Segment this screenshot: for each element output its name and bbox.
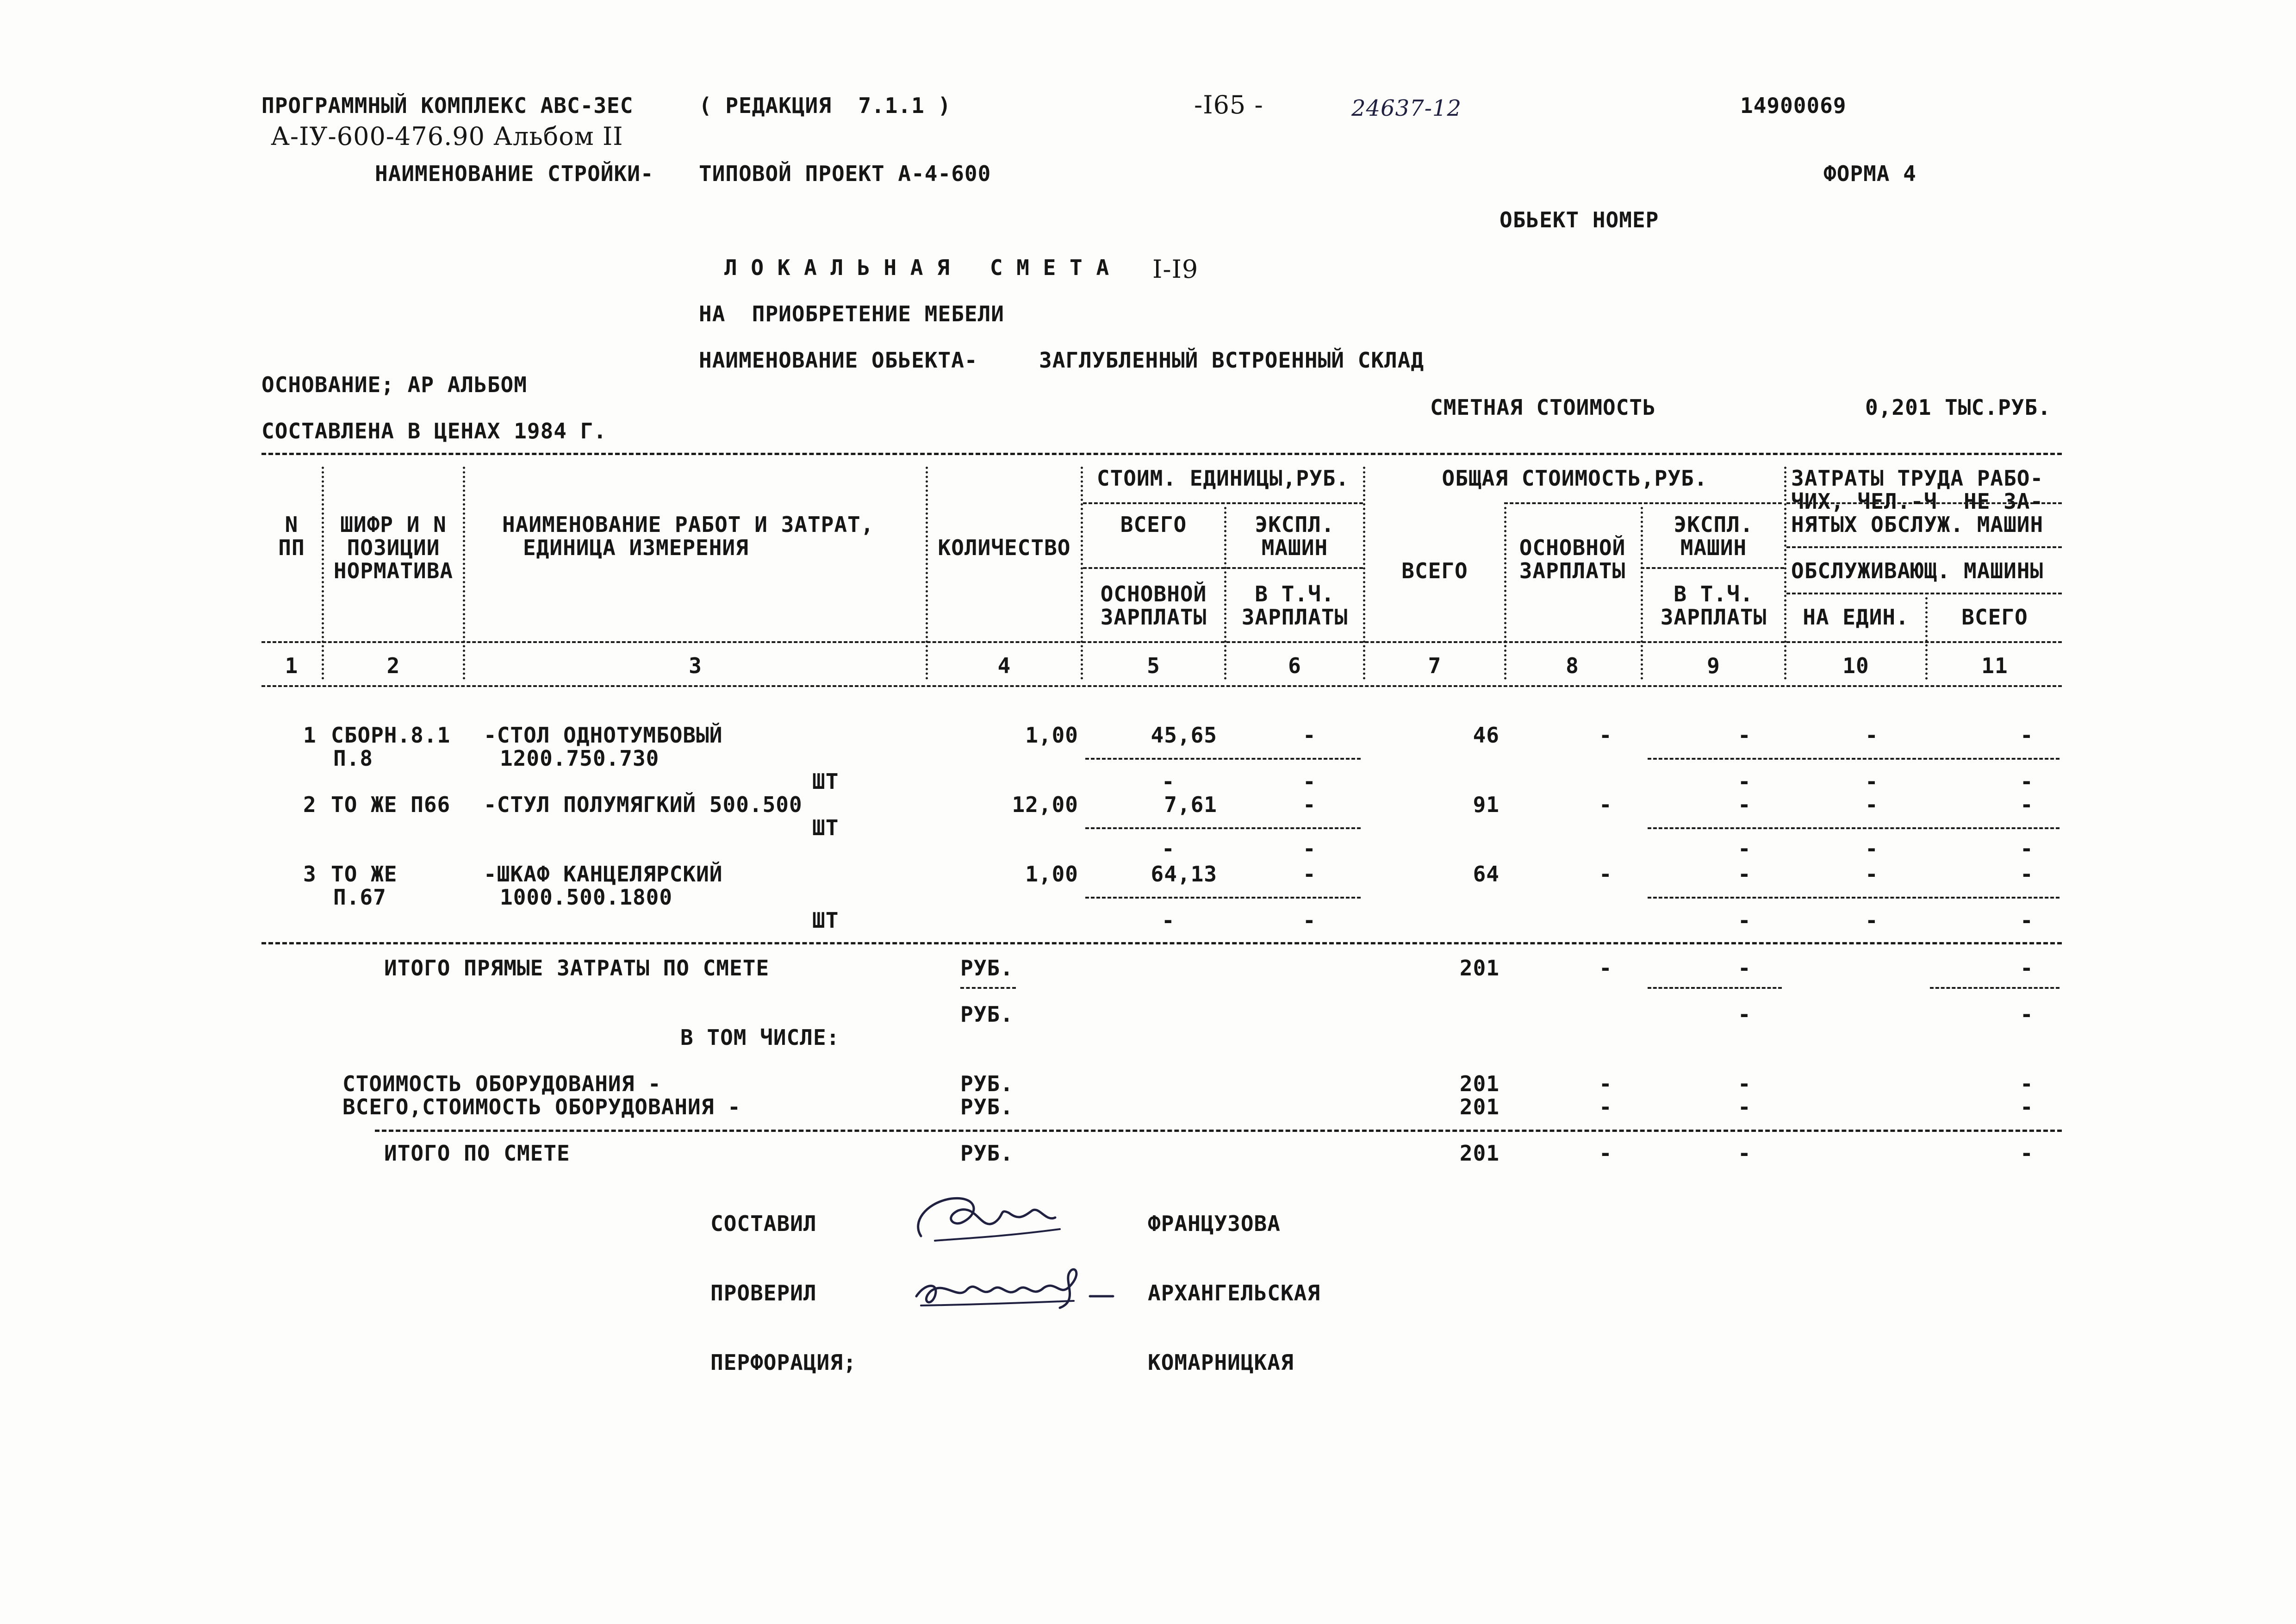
handwritten-code: 24637-12 xyxy=(1351,95,1462,121)
dash: - xyxy=(1865,723,1879,748)
col-sep xyxy=(926,467,928,680)
currency: РУБ. xyxy=(960,1071,1014,1096)
header-unit-expl-2: МАШИН xyxy=(1261,535,1328,560)
construction-label: НАИМЕНОВАНИЕ СТРОЙКИ- xyxy=(375,161,654,186)
basis: ОСНОВАНИЕ; АР АЛЬБОМ xyxy=(261,372,527,397)
dash: - xyxy=(2020,908,2034,933)
header-col2-line3: НОРМАТИВА xyxy=(333,558,454,583)
document-title: Л О К А Л Ь Н А Я С М Е Т А xyxy=(724,255,1110,280)
table-row-unit: ШТ xyxy=(812,815,839,840)
header-col2-line1: ШИФР И N xyxy=(340,512,447,537)
unit-cost-rule xyxy=(1083,502,1363,504)
header-col1-line2: ПП xyxy=(278,535,305,560)
composed-name: ФРАНЦУЗОВА xyxy=(1148,1211,1281,1236)
header-unit-zarpl-1: ОСНОВНОЙ xyxy=(1100,581,1207,606)
equipment-value: 201 xyxy=(1459,1071,1500,1096)
currency: РУБ. xyxy=(960,1141,1014,1166)
header-labor-2: ЧИХ, ЧЕЛ.-Ч НЕ ЗА- xyxy=(1791,489,2044,514)
dash: - xyxy=(2020,792,2034,817)
col-sep xyxy=(1641,507,1643,680)
object-label: НАИМЕНОВАНИЕ ОБЬЕКТА- xyxy=(699,348,978,373)
dash: - xyxy=(1162,836,1175,861)
header-unit-vsego: ВСЕГО xyxy=(1120,512,1187,537)
table-row-name: -СТОЛ ОДНОТУМБОВЫЙ xyxy=(484,723,723,748)
col-sep xyxy=(463,467,465,680)
dash: - xyxy=(2020,1002,2034,1027)
document-title-number: I-I9 xyxy=(1152,255,1199,284)
dash: - xyxy=(1865,792,1879,817)
labor-mid-rule-1 xyxy=(1786,546,2062,548)
total-cost-rule xyxy=(1504,502,1782,504)
header-col4: КОЛИЧЕСТВО xyxy=(938,535,1071,560)
header-unit-zarpl-2: ЗАРПЛАТЫ xyxy=(1100,605,1207,630)
table-row-number: 2 xyxy=(303,792,317,817)
dash: - xyxy=(1303,908,1316,933)
table-header-rule xyxy=(261,641,2062,643)
table-row-total: 64 xyxy=(1473,862,1500,887)
dash: - xyxy=(1738,723,1751,748)
table-row-code: ТО ЖЕ П66 xyxy=(331,792,451,817)
dash: - xyxy=(2020,769,2034,794)
row-rule xyxy=(1085,758,1361,760)
table-row-number: 3 xyxy=(303,862,317,887)
dash: - xyxy=(1738,836,1751,861)
col-number: 8 xyxy=(1566,653,1579,678)
object-number: ОБЬЕКТ НОМЕР xyxy=(1500,207,1659,232)
dash: - xyxy=(1738,792,1751,817)
header-total-zarpl-2: ЗАРПЛАТЫ xyxy=(1519,558,1626,583)
table-row-qty: 1,00 xyxy=(1025,723,1078,748)
table-row-code: ТО ЖЕ xyxy=(331,862,398,887)
dash: - xyxy=(2020,723,2034,748)
col-number: 9 xyxy=(1707,653,1720,678)
col-number: 3 xyxy=(689,653,702,678)
dash: - xyxy=(1738,1071,1751,1096)
construction-name: ТИПОВОЙ ПРОЕКТ А-4-600 xyxy=(699,161,991,186)
totals-top-rule xyxy=(261,942,2062,944)
dash: - xyxy=(2020,1141,2034,1166)
unit-cost-mid-rule xyxy=(1083,567,1363,569)
col-number: 7 xyxy=(1428,653,1442,678)
including-label: В ТОМ ЧИСЛЕ: xyxy=(680,1025,840,1050)
dash: - xyxy=(1303,862,1316,887)
dash: - xyxy=(1738,956,1751,981)
checked-label: ПРОВЕРИЛ xyxy=(710,1280,817,1305)
header-col3-line2: ЕДИНИЦА ИЗМЕРЕНИЯ xyxy=(523,535,749,560)
currency: РУБ. xyxy=(960,1094,1014,1119)
col-number: 10 xyxy=(1842,653,1869,678)
dash: - xyxy=(1599,862,1612,887)
col-sep xyxy=(1925,597,1928,680)
table-number-rule xyxy=(261,685,2062,687)
col-number: 4 xyxy=(997,653,1011,678)
dash: - xyxy=(1303,792,1316,817)
dash: - xyxy=(1599,1094,1612,1119)
table-row-code: П.67 xyxy=(333,885,386,910)
dash: - xyxy=(2020,956,2034,981)
dash: - xyxy=(1865,908,1879,933)
signature-composed xyxy=(907,1185,1083,1255)
header-total-vtch-1: В Т.Ч. xyxy=(1674,581,1754,606)
dash: - xyxy=(1738,1141,1751,1166)
direct-costs-value: 201 xyxy=(1459,956,1500,981)
expl-mid-rule xyxy=(1641,567,1784,569)
table-row-name: 1200.750.730 xyxy=(500,746,660,771)
dash: - xyxy=(1599,723,1612,748)
header-labor-1: ЗАТРАТЫ ТРУДА РАБО- xyxy=(1791,466,2044,491)
perforation-name: КОМАРНИЦКАЯ xyxy=(1148,1350,1294,1375)
form-number: ФОРМА 4 xyxy=(1823,161,1916,186)
col-sep xyxy=(1363,467,1365,680)
dash: - xyxy=(1738,1094,1751,1119)
direct-costs-label: ИТОГО ПРЯМЫЕ ЗАТРАТЫ ПО СМЕТЕ xyxy=(384,956,770,981)
grand-total-rule xyxy=(375,1130,2062,1132)
row-rule xyxy=(1085,897,1361,899)
header-unit-vtch-1: В Т.Ч. xyxy=(1255,581,1335,606)
equipment-label: СТОИМОСТЬ ОБОРУДОВАНИЯ - xyxy=(342,1071,661,1096)
table-row-name: 1000.500.1800 xyxy=(500,885,673,910)
row-rule xyxy=(1648,827,2060,829)
table-row-code: СБОРН.8.1 xyxy=(331,723,451,748)
dash: - xyxy=(1162,769,1175,794)
header-unit-expl-1: ЭКСПЛ. xyxy=(1255,512,1335,537)
header-total-expl-1: ЭКСПЛ. xyxy=(1674,512,1754,537)
table-row-unit-total: 64,13 xyxy=(1151,862,1217,887)
col-number: 11 xyxy=(1981,653,2008,678)
grand-total-label: ИТОГО ПО СМЕТЕ xyxy=(384,1141,570,1166)
page-number: -I65 - xyxy=(1194,90,1263,119)
object-name: ЗАГЛУБЛЕННЫЙ ВСТРОЕННЫЙ СКЛАД xyxy=(1039,348,1425,373)
dash: - xyxy=(2020,836,2034,861)
currency: РУБ. xyxy=(960,956,1014,981)
dash: - xyxy=(2020,1071,2034,1096)
dash: - xyxy=(2020,862,2034,887)
estimated-cost-value: 0,201 ТЫС.РУБ. xyxy=(1865,395,2051,420)
table-row-total: 91 xyxy=(1473,792,1500,817)
table-row-code: П.8 xyxy=(333,746,373,771)
row-rule xyxy=(1648,758,2060,760)
album-code: А-IУ-600-476.90 Альбом II xyxy=(271,122,623,151)
header-total-vtch-2: ЗАРПЛАТЫ xyxy=(1660,605,1767,630)
table-row-unit: ШТ xyxy=(812,769,839,794)
header-col1-line1: N xyxy=(285,512,299,537)
col-sep xyxy=(1784,467,1786,680)
dash: - xyxy=(1303,836,1316,861)
edition: ( РЕДАКЦИЯ 7.1.1 ) xyxy=(699,93,952,118)
dash: - xyxy=(1599,956,1612,981)
col-sep xyxy=(322,467,324,680)
header-total-cost: ОБЩАЯ СТОИМОСТЬ,РУБ. xyxy=(1442,466,1708,491)
dash: - xyxy=(1865,862,1879,887)
perforation-label: ПЕРФОРАЦИЯ; xyxy=(710,1350,857,1375)
sub-rule xyxy=(1648,987,1782,989)
composed-label: СОСТАВИЛ xyxy=(710,1211,817,1236)
col-sep xyxy=(1504,507,1506,680)
header-col3-line1: НАИМЕНОВАНИЕ РАБОТ И ЗАТРАТ, xyxy=(502,512,874,537)
dash: - xyxy=(1162,908,1175,933)
header-total-expl-2: МАШИН xyxy=(1680,535,1747,560)
doc-number: 14900069 xyxy=(1740,93,1847,118)
header-labor-vsego: ВСЕГО xyxy=(1961,605,2028,630)
row-rule xyxy=(1085,827,1361,829)
header-na-edin: НА ЕДИН. xyxy=(1803,605,1909,630)
labor-mid-rule-2 xyxy=(1786,593,2062,594)
sub-rule xyxy=(960,987,1016,989)
dash: - xyxy=(1738,862,1751,887)
currency: РУБ. xyxy=(960,1002,1014,1027)
prices-year: СОСТАВЛЕНА В ЦЕНАХ 1984 Г. xyxy=(261,418,607,443)
dash: - xyxy=(2020,1094,2034,1119)
table-row-name: -ШКАФ КАНЦЕЛЯРСКИЙ xyxy=(484,862,723,887)
header-col2-line2: ПОЗИЦИИ xyxy=(347,535,440,560)
header-unit-vtch-2: ЗАРПЛАТЫ xyxy=(1241,605,1348,630)
table-row-name: -СТУЛ ПОЛУМЯГКИЙ 500.500 xyxy=(484,792,803,817)
dash: - xyxy=(1738,769,1751,794)
dash: - xyxy=(1865,769,1879,794)
dash: - xyxy=(1865,836,1879,861)
col-number: 6 xyxy=(1288,653,1301,678)
all-equipment-label: ВСЕГО,СТОИМОСТЬ ОБОРУДОВАНИЯ - xyxy=(342,1094,741,1119)
col-number: 1 xyxy=(285,653,299,678)
purpose: НА ПРИОБРЕТЕНИЕ МЕБЕЛИ xyxy=(699,301,1004,326)
dash: - xyxy=(1738,908,1751,933)
signature-checked xyxy=(907,1255,1129,1319)
program-name: ПРОГРАММНЫЙ КОМПЛЕКС АВС-3ЕС xyxy=(261,93,634,118)
header-labor-3: НЯТЫХ ОБСЛУЖ. МАШИН xyxy=(1791,512,2044,537)
table-row-unit: ШТ xyxy=(812,908,839,933)
dash: - xyxy=(1599,1071,1612,1096)
table-row-number: 1 xyxy=(303,723,317,748)
table-top-rule xyxy=(261,453,2062,455)
table-row-unit-total: 7,61 xyxy=(1164,792,1217,817)
dash: - xyxy=(1599,792,1612,817)
col-number: 5 xyxy=(1147,653,1160,678)
header-obsluzh: ОБСЛУЖИВАЮЩ. МАШИНЫ xyxy=(1791,558,2044,583)
table-row-total: 46 xyxy=(1473,723,1500,748)
table-row-qty: 1,00 xyxy=(1025,862,1078,887)
dash: - xyxy=(1303,769,1316,794)
dash: - xyxy=(1303,723,1316,748)
checked-name: АРХАНГЕЛЬСКАЯ xyxy=(1148,1280,1321,1305)
table-row-qty: 12,00 xyxy=(1012,792,1078,817)
dash: - xyxy=(1599,1141,1612,1166)
dash: - xyxy=(1738,1002,1751,1027)
col-sep xyxy=(1224,507,1226,680)
grand-total-value: 201 xyxy=(1459,1141,1500,1166)
sub-rule xyxy=(1930,987,2060,989)
estimated-cost-label: СМЕТНАЯ СТОИМОСТЬ xyxy=(1430,395,1656,420)
all-equipment-value: 201 xyxy=(1459,1094,1500,1119)
header-total-zarpl-1: ОСНОВНОЙ xyxy=(1519,535,1626,560)
table-row-unit-total: 45,65 xyxy=(1151,723,1217,748)
header-unit-cost: СТОИМ. ЕДИНИЦЫ,РУБ. xyxy=(1096,466,1350,491)
col-sep xyxy=(1081,467,1083,680)
col-number: 2 xyxy=(386,653,400,678)
row-rule xyxy=(1648,897,2060,899)
header-total-vsego: ВСЕГО xyxy=(1401,558,1468,583)
